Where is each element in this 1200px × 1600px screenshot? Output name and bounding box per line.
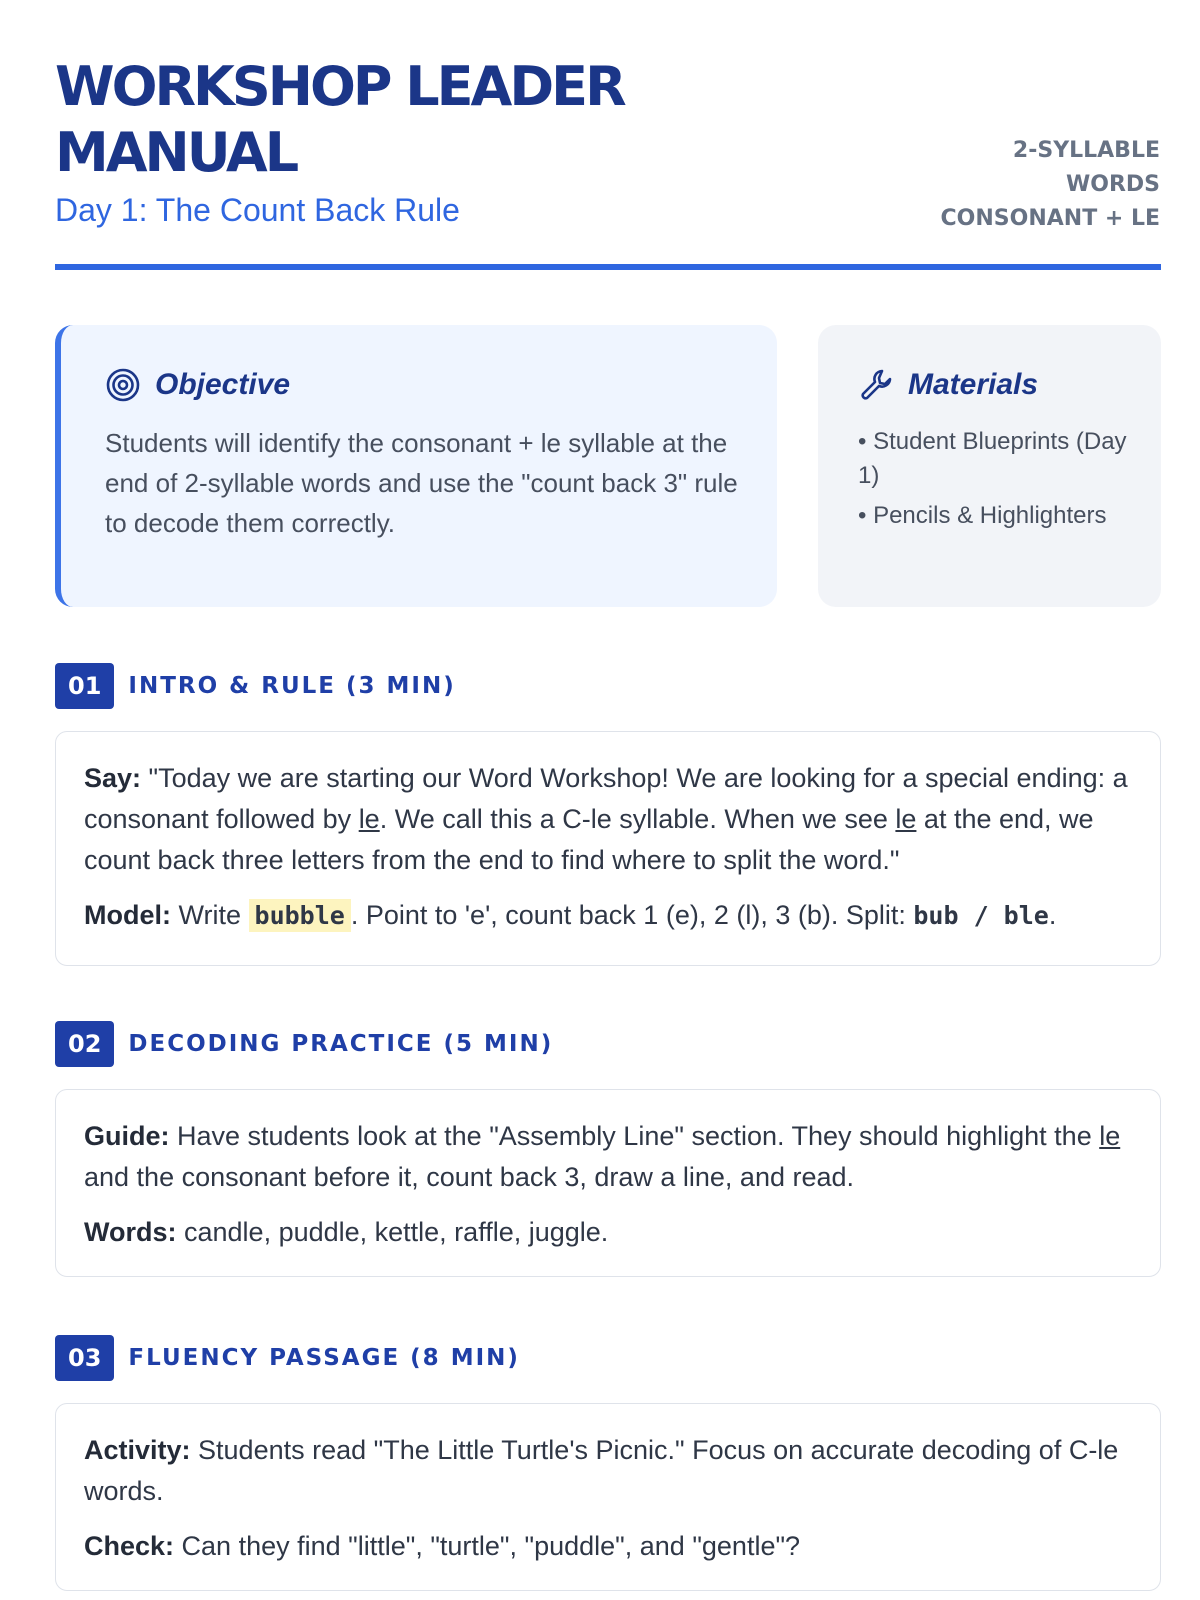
section-02-box bbox=[55, 1089, 1161, 1277]
section-number-badge: 03 bbox=[55, 1335, 114, 1381]
materials-list bbox=[858, 425, 1148, 539]
say-text-3: at the end, we count back three letters from the end to find where to split the word." bbox=[84, 804, 1094, 875]
header-divider bbox=[55, 264, 1161, 270]
target-icon bbox=[105, 367, 141, 403]
tag-line-3: CONSONANT + LE bbox=[940, 206, 1160, 231]
objective-text: Students will identify the consonant + le syllable at the end of 2-syllable words and use the "count back 3" rule to decode them correctly. bbox=[105, 428, 738, 538]
model-label: Model: bbox=[84, 900, 171, 930]
le-underline: le bbox=[358, 804, 380, 834]
materials-heading: Materials bbox=[908, 368, 1039, 401]
section-03-box bbox=[55, 1403, 1161, 1591]
check-label: Check: bbox=[84, 1531, 175, 1561]
materials-item: • Student Blueprints (Day 1) bbox=[858, 428, 1127, 489]
say-text-2: . We call this a C-le syllable. When we see bbox=[379, 804, 896, 834]
section-03-header bbox=[55, 1335, 520, 1381]
model-end: . bbox=[1048, 900, 1057, 930]
section-02-header bbox=[55, 1021, 553, 1067]
section-01-box bbox=[55, 731, 1161, 966]
highlighted-word: bubble bbox=[249, 899, 351, 932]
objective-card bbox=[55, 325, 777, 607]
activity-text: Students read "The Little Turtle's Picnic." Focus on accurate decoding of C-le words. bbox=[84, 1435, 1119, 1506]
model-text-1: Write bbox=[171, 900, 249, 930]
words-label: Words: bbox=[84, 1217, 177, 1247]
section-number-badge: 02 bbox=[55, 1021, 114, 1067]
section-title: INTRO & RULE (3 MIN) bbox=[128, 673, 456, 699]
activity-paragraph bbox=[84, 1430, 1134, 1512]
section-number-badge: 01 bbox=[55, 663, 114, 709]
section-title: DECODING PRACTICE (5 MIN) bbox=[128, 1031, 554, 1057]
model-paragraph bbox=[84, 895, 1134, 936]
materials-item: • Pencils & Highlighters bbox=[858, 502, 1107, 529]
split-word: bub / ble bbox=[913, 901, 1049, 930]
objective-heading: Objective bbox=[155, 368, 291, 401]
tag-line-1: 2-SYLLABLE bbox=[1012, 138, 1160, 163]
say-paragraph bbox=[84, 758, 1134, 881]
objective-heading-row bbox=[105, 367, 290, 403]
guide-paragraph bbox=[84, 1116, 1134, 1198]
words-paragraph bbox=[84, 1212, 1134, 1253]
guide-label: Guide: bbox=[84, 1121, 170, 1151]
le-underline: le bbox=[1099, 1121, 1121, 1151]
say-text-1: "Today we are starting our Word Workshop! We are looking for a special ending: a consonant followed by bbox=[84, 763, 1128, 834]
section-01-header bbox=[55, 663, 456, 709]
section-title: FLUENCY PASSAGE (8 MIN) bbox=[128, 1345, 520, 1371]
title-line-2: MANUAL bbox=[55, 121, 297, 184]
materials-heading-row bbox=[858, 367, 1038, 403]
guide-text-2: and the consonant before it, count back 3, draw a line, and read. bbox=[84, 1162, 855, 1192]
guide-text-1: Have students look at the "Assembly Line" section. They should highlight the bbox=[169, 1121, 1100, 1151]
model-text-2: . Point to 'e', count back 1 (e), 2 (l), 3 (b). Split: bbox=[350, 900, 914, 930]
say-label: Say: bbox=[84, 763, 142, 793]
materials-card bbox=[818, 325, 1161, 607]
tag-line-2: WORDS bbox=[1065, 172, 1160, 197]
words-text: candle, puddle, kettle, raffle, juggle. bbox=[176, 1217, 609, 1247]
header-tags bbox=[941, 134, 1160, 236]
wrench-icon bbox=[858, 367, 894, 403]
title-line-1: WORKSHOP LEADER bbox=[55, 55, 624, 118]
activity-label: Activity: bbox=[84, 1435, 191, 1465]
check-text: Can they find "little", "turtle", "puddle", and "gentle"? bbox=[174, 1531, 801, 1561]
le-underline: le bbox=[895, 804, 917, 834]
page-subtitle: Day 1: The Count Back Rule bbox=[55, 192, 460, 228]
check-paragraph bbox=[84, 1526, 1134, 1567]
page-title bbox=[55, 54, 624, 186]
